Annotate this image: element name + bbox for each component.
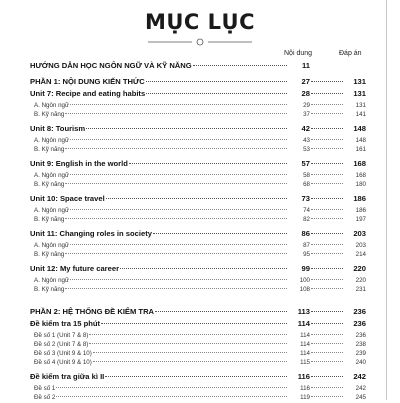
title-ornament	[148, 37, 252, 47]
toc-entry-label: HƯỚNG DẪN HỌC NGÔN NGỮ VÀ KỸ NĂNG	[30, 61, 192, 70]
content-page-number: 114	[300, 341, 310, 348]
dot-leader	[311, 93, 343, 94]
toc-entry-15-minute-tests[interactable]	[30, 319, 366, 332]
content-page-number: 42	[301, 124, 310, 133]
content-page-number: 114	[300, 350, 310, 357]
dot-leader	[311, 288, 343, 289]
toc-entry-label: Đề kiểm tra 15 phút	[30, 319, 101, 328]
dot-leader	[311, 244, 343, 245]
answer-page-number: 180	[355, 181, 366, 188]
toc-entry-unit-7[interactable]	[30, 89, 366, 102]
dot-leader	[70, 244, 287, 245]
content-page-number: 99	[301, 264, 310, 273]
toc-entry-part-1[interactable]	[30, 77, 366, 89]
dot-leader	[311, 376, 343, 377]
toc-entry-label: Unit 9: English in the world	[30, 159, 128, 168]
dot-leader	[65, 148, 287, 149]
dot-leader	[311, 139, 343, 140]
toc-entry-unit-10-skills[interactable]	[30, 216, 366, 225]
toc-entry-label: Đề số 2 (Unit 7 & 8)	[34, 341, 89, 348]
toc-entry-label: PHẦN 2: HỆ THỐNG ĐỀ KIỂM TRA	[30, 307, 155, 316]
toc-entry-label: Unit 8: Tourism	[30, 124, 86, 133]
dot-leader	[89, 334, 287, 335]
dot-leader	[146, 93, 287, 94]
column-header-answer: Đáp án	[339, 50, 362, 57]
answer-page-number: 197	[355, 216, 366, 223]
dot-leader	[70, 279, 287, 280]
answer-page-number: 236	[353, 307, 366, 316]
toc-entry-label: B. Kỹ năng	[34, 216, 65, 223]
content-page-number: 68	[303, 181, 310, 188]
content-page-number: 116	[297, 372, 310, 381]
toc-entry-unit-11[interactable]	[30, 229, 366, 242]
dot-leader	[311, 396, 343, 397]
content-page-number: 113	[297, 307, 310, 316]
content-page-number: 119	[300, 394, 310, 401]
dot-leader	[311, 233, 343, 234]
dot-leader	[311, 253, 343, 254]
content-page-number: 108	[299, 286, 310, 293]
toc-entry-label: A. Ngôn ngữ	[34, 137, 70, 144]
content-page-number: 95	[303, 251, 310, 258]
answer-page-number: 148	[353, 124, 366, 133]
dot-leader	[106, 198, 287, 199]
content-page-number: 43	[303, 137, 310, 144]
dot-leader	[311, 343, 343, 344]
dot-leader	[311, 198, 343, 199]
dot-leader	[65, 183, 287, 184]
dot-leader	[101, 323, 287, 324]
toc-entry-test-2[interactable]	[30, 341, 366, 350]
dot-leader	[89, 343, 287, 344]
dot-leader	[311, 334, 343, 335]
answer-page-number: 186	[353, 194, 366, 203]
toc-entry-label: Đề số 3 (Unit 9 & 10)	[34, 350, 92, 357]
content-page-number: 11	[301, 61, 310, 70]
toc-entry-label: A. Ngôn ngữ	[34, 242, 70, 249]
toc-entry-label: B. Kỹ năng	[34, 146, 65, 153]
toc-entry-label: B. Kỹ năng	[34, 286, 65, 293]
dot-leader	[311, 352, 343, 353]
toc-entry-unit-8[interactable]	[30, 124, 366, 137]
toc-entry-midterm-test-2[interactable]	[30, 394, 366, 403]
toc-entry-unit-7-language[interactable]	[30, 102, 366, 111]
toc-entry-label: Đề số 1 (Unit 7 & 8)	[34, 332, 89, 339]
toc-entry-label: Unit 10: Space travel	[30, 194, 105, 203]
toc-entry-unit-10[interactable]	[30, 194, 366, 207]
answer-page-number: 148	[355, 137, 366, 144]
toc-entry-label: B. Kỹ năng	[34, 111, 65, 118]
answer-page-number: 242	[355, 385, 366, 392]
dot-leader	[65, 113, 287, 114]
toc-entry-unit-8-language[interactable]	[30, 137, 366, 146]
toc-entry-unit-11-language[interactable]	[30, 242, 366, 251]
toc-entry-label: A. Ngôn ngữ	[34, 207, 70, 214]
answer-page-number: 203	[355, 242, 366, 249]
dot-leader	[86, 128, 287, 129]
answer-page-number: 131	[355, 102, 366, 109]
dot-leader	[129, 163, 287, 164]
answer-page-number: 245	[355, 394, 366, 401]
dot-leader	[65, 218, 287, 219]
dot-leader	[93, 361, 287, 362]
toc-entry-label: Đề số 4 (Unit 9 & 10)	[34, 359, 92, 366]
dot-leader	[311, 268, 343, 269]
dot-leader	[311, 279, 343, 280]
toc-entry-label: Unit 7: Recipe and eating habits	[30, 89, 146, 98]
dot-leader	[56, 387, 287, 388]
content-page-number: 37	[303, 111, 310, 118]
toc-entry-unit-10-language[interactable]	[30, 207, 366, 216]
toc-entry-label: Đề số 2	[34, 394, 56, 401]
toc-entry-unit-11-skills[interactable]	[30, 251, 366, 260]
content-page-number: 116	[300, 385, 310, 392]
dot-leader	[146, 81, 287, 82]
content-page-number: 100	[299, 277, 310, 284]
toc-entry-label: A. Ngôn ngữ	[34, 102, 70, 109]
toc-entry-unit-9[interactable]	[30, 159, 366, 172]
answer-page-number: 239	[355, 350, 366, 357]
dot-leader	[311, 361, 343, 362]
content-page-number: 28	[301, 89, 310, 98]
toc-entry-label: Unit 12: My future career	[30, 264, 120, 273]
content-page-number: 87	[303, 242, 310, 249]
answer-page-number: 168	[353, 159, 366, 168]
dot-leader	[105, 376, 287, 377]
toc-entry-test-4[interactable]	[30, 359, 366, 368]
answer-page-number: 236	[353, 319, 366, 328]
dot-leader	[311, 209, 343, 210]
answer-page-number: 238	[355, 341, 366, 348]
answer-page-number: 141	[355, 111, 366, 118]
dot-leader	[153, 233, 287, 234]
dot-leader	[56, 396, 287, 397]
toc-entry-test-1[interactable]	[30, 332, 366, 341]
toc-entry-label: PHẦN 1: NỘI DUNG KIẾN THỨC	[30, 77, 145, 86]
dot-leader	[70, 104, 287, 105]
answer-page-number: 131	[353, 77, 366, 86]
toc-entry-label: A. Ngôn ngữ	[34, 172, 70, 179]
toc-entry-label: B. Kỹ năng	[34, 181, 65, 188]
content-page-number: 73	[301, 194, 310, 203]
dot-leader	[311, 323, 343, 324]
toc-entry-guide[interactable]	[30, 61, 366, 73]
dot-leader	[311, 218, 343, 219]
content-page-number: 82	[303, 216, 310, 223]
dot-leader	[311, 387, 343, 388]
answer-page-number: 203	[353, 229, 366, 238]
dot-leader	[311, 163, 343, 164]
dot-leader	[70, 209, 287, 210]
answer-page-number: 236	[355, 332, 366, 339]
dot-leader	[311, 113, 343, 114]
content-page-number: 86	[301, 229, 310, 238]
answer-page-number: 214	[355, 251, 366, 258]
toc-entry-unit-12-language[interactable]	[30, 277, 366, 286]
dot-leader	[120, 268, 287, 269]
answer-page-number: 168	[355, 172, 366, 179]
answer-page-number: 161	[355, 146, 366, 153]
dot-leader	[93, 352, 287, 353]
column-header-content: Nội dung	[284, 50, 313, 57]
toc-entry-label: Đề số 1	[34, 385, 56, 392]
page-edge	[386, 0, 387, 400]
dot-leader	[311, 148, 343, 149]
toc-entry-unit-12-skills[interactable]	[30, 286, 366, 295]
dot-leader	[193, 65, 287, 66]
content-page-number: 58	[303, 172, 310, 179]
dot-leader	[311, 104, 343, 105]
toc-entry-label: B. Kỹ năng	[34, 251, 65, 258]
answer-page-number: 231	[355, 286, 366, 293]
content-page-number: 57	[301, 159, 310, 168]
content-page-number: 27	[301, 77, 310, 86]
answer-page-number: 240	[355, 359, 366, 366]
toc-entry-unit-7-skills[interactable]	[30, 111, 366, 120]
answer-page-number: 131	[353, 89, 366, 98]
content-page-number: 53	[303, 146, 310, 153]
answer-page-number: 242	[353, 372, 366, 381]
toc-entry-unit-8-skills[interactable]	[30, 146, 366, 155]
content-page-number: 114	[297, 319, 310, 328]
toc-entry-label: A. Ngôn ngữ	[34, 277, 70, 284]
toc-entry-label: Đề kiểm tra giữa kì II	[30, 372, 105, 381]
toc-entry-test-3[interactable]	[30, 350, 366, 359]
page-title: MỤC LỤC	[144, 10, 256, 34]
dot-leader	[65, 253, 287, 254]
content-page-number: 115	[300, 359, 310, 366]
answer-page-number: 220	[353, 264, 366, 273]
table-of-contents	[30, 61, 366, 403]
dot-leader	[311, 183, 343, 184]
content-page-number: 114	[300, 332, 310, 339]
content-page-number: 29	[303, 102, 310, 109]
toc-entry-midterm-test-1[interactable]	[30, 385, 366, 394]
answer-page-number: 186	[355, 207, 366, 214]
toc-entry-label: Unit 11: Changing roles in society	[30, 229, 152, 238]
content-page-number: 74	[303, 207, 310, 214]
toc-entry-part-2[interactable]	[30, 307, 366, 319]
dot-leader	[65, 288, 287, 289]
dot-leader	[311, 81, 343, 82]
dot-leader	[311, 128, 343, 129]
answer-page-number: 220	[355, 277, 366, 284]
toc-entry-midterm-tests[interactable]	[30, 372, 366, 385]
dot-leader	[70, 174, 287, 175]
dot-leader	[155, 311, 287, 312]
dot-leader	[311, 311, 343, 312]
toc-entry-unit-12[interactable]	[30, 264, 366, 277]
dot-leader	[70, 139, 287, 140]
toc-entry-unit-9-language[interactable]	[30, 172, 366, 181]
toc-entry-unit-9-skills[interactable]	[30, 181, 366, 190]
dot-leader	[311, 174, 343, 175]
